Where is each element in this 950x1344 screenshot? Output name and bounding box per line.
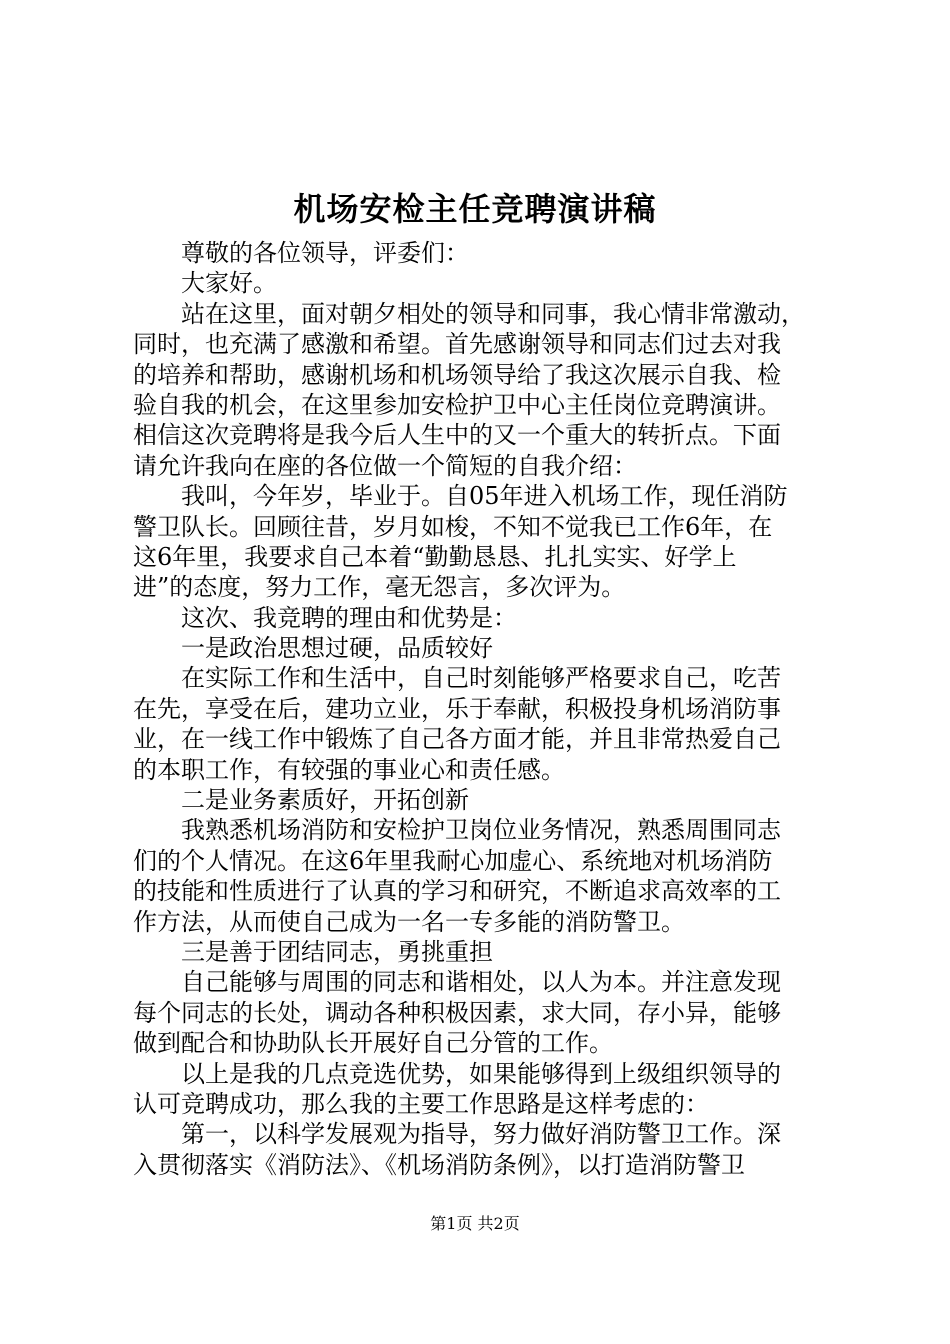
text-line: 二是业务素质好，开拓创新	[181, 786, 469, 815]
text-line: 警卫队长。回顾往昔，岁月如梭，不知不觉我已工作6年，在	[133, 512, 773, 541]
text-line: 做到配合和协助队长开展好自己分管的工作。	[133, 1029, 613, 1058]
text-line: 进”的态度，努力工作，毫无怨言，多次评为。	[133, 573, 626, 602]
text-line: 我叫，今年岁，毕业于。自05年进入机场工作，现任消防	[181, 482, 788, 511]
text-line: 三是善于团结同志，勇挑重担	[181, 937, 493, 966]
text-line: 以上是我的几点竞选优势，如果能够得到上级组织领导的	[181, 1059, 781, 1088]
text-line: 自己能够与周围的同志和谐相处，以人为本。并注意发现	[181, 968, 781, 997]
text-line: 入贯彻落实《消防法》、《机场消防条例》，以打造消防警卫	[133, 1150, 745, 1179]
text-line: 的培养和帮助，感谢机场和机场领导给了我这次展示自我、检	[133, 360, 781, 389]
text-line: 请允许我向在座的各位做一个简短的自我介绍：	[133, 451, 637, 480]
text-line: 的技能和性质进行了认真的学习和研究，不断追求高效率的工	[133, 877, 781, 906]
text-line: 大家好。	[181, 269, 277, 298]
text-line: 这次、我竞聘的理由和优势是：	[181, 603, 517, 632]
page-footer: 第1页 共2页	[430, 1214, 520, 1233]
text-line: 验自我的机会，在这里参加安检护卫中心主任岗位竞聘演讲。	[133, 390, 781, 419]
text-line: 认可竞聘成功，那么我的主要工作思路是这样考虑的：	[133, 1089, 709, 1118]
document-body	[133, 238, 833, 1180]
text-line: 们的个人情况。在这6年里我耐心加虚心、系统地对机场消防	[133, 846, 773, 875]
text-line: 相信这次竞聘将是我今后人生中的又一个重大的转折点。下面	[133, 421, 781, 450]
text-line: 每个同志的长处，调动各种积极因素，求大同，存小异，能够	[133, 998, 781, 1027]
text-line: 的本职工作，有较强的事业心和责任感。	[133, 755, 565, 784]
text-line: 同时，也充满了感激和希望。首先感谢领导和同志们过去对我	[133, 330, 781, 359]
text-line: 尊敬的各位领导，评委们：	[181, 239, 469, 267]
text-line: 在实际工作和生活中，自己时刻能够严格要求自己，吃苦	[181, 664, 781, 693]
document-title: 机场安检主任竞聘演讲稿	[293, 190, 657, 228]
text-line: 站在这里，面对朝夕相处的领导和同事，我心情非常激动，	[181, 299, 805, 328]
text-line: 一是政治思想过硬，品质较好	[181, 634, 493, 663]
text-line: 业，在一线工作中锻炼了自己各方面才能，并且非常热爱自己	[133, 725, 781, 754]
text-line: 作方法，从而使自己成为一名一专多能的消防警卫。	[133, 907, 685, 936]
text-line: 在先，享受在后，建功立业，乐于奉献，积极投身机场消防事	[133, 694, 781, 723]
text-line: 我熟悉机场消防和安检护卫岗位业务情况，熟悉周围同志	[181, 816, 781, 845]
text-line: 这6年里，我要求自己本着“勤勤恳恳、扎扎实实、好学上	[133, 542, 737, 571]
text-line: 第一，以科学发展观为指导，努力做好消防警卫工作。深	[181, 1120, 781, 1149]
